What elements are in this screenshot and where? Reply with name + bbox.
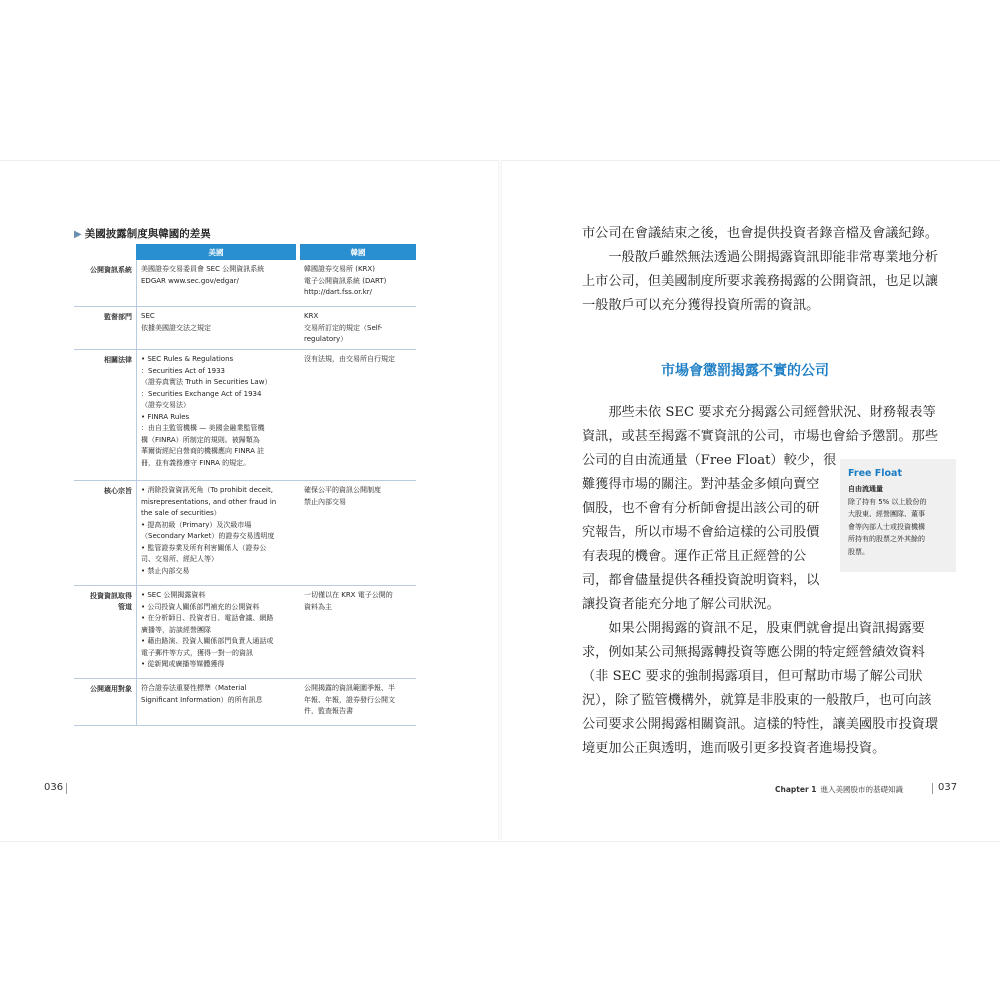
kr-cell: 一切僅以在 KRX 電子公開的 資料為主 <box>304 591 393 611</box>
table-row <box>74 586 416 679</box>
kr-cell: 韓國證券交易所 (KRX) 電子公開資訊系統 (DART) http://dart.fss.or.kr/ <box>304 265 387 296</box>
us-cell: • SEC 公開揭露資料 • 公司投資人關係部門補充的公開資料 • 在分析師日、投資者日、電話會議、網路 廣播等，訪談經營團隊 • 藉由路演、投資人關係部門負責人通話或 電子郵件等方式，獲得一對一的資訊 • 從新聞或廣播等媒體獲得 <box>136 586 296 678</box>
book-spine <box>498 160 502 840</box>
sidebar-title: Free Float <box>848 468 902 479</box>
footer-divider <box>66 783 67 794</box>
table-row <box>74 260 416 307</box>
us-cell: • 消除投資資訊死角（To prohibit deceit, misrepresentations, and other fraud in the sale of securities） • 提高初級（Primary）及次級市場 （Secondary Market）的證券交易透明度 • 監管證券業及所有利害關係人（證券公 司、交易所、經紀人等） • 禁止內部交易 <box>136 481 296 585</box>
footer-divider <box>932 783 933 794</box>
row-label: 公開適用對象 <box>90 685 132 693</box>
chapter-footer <box>775 784 903 795</box>
chapter-title: 進入美國股市的基礎知識 <box>820 785 903 794</box>
page-number-right: 037 <box>938 782 958 793</box>
row-label: 投資資訊取得 管道 <box>90 592 132 611</box>
kr-cell: 確保公平的資訊公開制度 禁止內部交易 <box>304 486 381 506</box>
paragraph-main: 那些未依 SEC 要求充分揭露公司經營狀況、財務報表等 資訊，或甚至揭露不實資訊的公司，市場也會給予懲罰。那些 公司的自由流通量（Free Float）較少，很 難獲得市場的關注。對沖基金多傾向賣空 個股，也不會有分析師會提出該公司的研 究報告，所以市場不會給這樣的公司股價 有表現的機會。運作正常且正經營的公 司，都會儘量提供各種投資說明資料，以 讓投資者能充分地了解公司狀況。 如果公開揭露的資訊不足，股東們就會提出資訊揭露要 求，例如某公司無揭露轉投資等應公開的特定經營績效資料 （非 SEC 要求的強制揭露項目，但可幫助市場了解公司狀 況），除了監管機構外，就算是非股東的一般散戶，也可向該 公司要求公開揭露相關資訊。這樣的特性，讓美國股市投資環 境更加公正與透明，進而吸引更多投資者進場投資。 <box>582 405 939 756</box>
us-cell: SEC 依據美國證交法之規定 <box>136 307 296 349</box>
paragraph-intro: 市公司在會議結束之後，也會提供投資者錄音檔及會議紀錄。 一般散戶雖然無法透過公開揭露資訊即能非常專業地分析 上市公司，但美國制度所要求義務揭露的公開資訊，也足以讓 一般散戶可以充分獲得投資所需的資訊。 <box>582 226 939 313</box>
section-heading: 市場會懲罰揭露不實的公司 <box>661 363 829 379</box>
free-float-sidebar: Free Float 自由流通量 除了持有 5% 以上股份的 大股東、經營團隊、董事 會等內部人士或投資機構 所持有的股票之外其餘的 股票。 <box>840 459 956 572</box>
table-header <box>74 244 416 260</box>
kr-cell: KRX 交易所訂定的規定（Self- regulatory） <box>304 312 383 343</box>
kr-cell: 公開揭露的資訊範圍季報、半 年報、年報，證券發行公開文 件，監查報告書 <box>304 684 395 715</box>
table-row <box>74 679 416 726</box>
us-cell: • SEC Rules & Regulations ：Securities Act of 1933 （證券真實法 Truth in Securities Law） ：Securities Exchange Act of 1934 （證券交易法） • FINRA Rules ：由自主監管機構 — 美國金融業監管機 構（FINRA）所制定的規則。被歸類為 華爾街經紀自營商的機構應向 FINRA 註 冊，並有義務遵守 FINRA 的規定。 <box>136 350 296 480</box>
page-number-left: 036 <box>44 782 64 793</box>
comparison-table <box>74 244 416 726</box>
header-us: 美國 <box>136 244 296 260</box>
table-row <box>74 481 416 586</box>
kr-cell: 沒有法規，由交易所自行規定 <box>304 355 395 363</box>
table-row <box>74 350 416 481</box>
row-label: 核心宗旨 <box>104 487 132 495</box>
row-label: 公開資訊系統 <box>90 266 132 274</box>
sidebar-subtitle: 自由流通量 <box>848 485 883 493</box>
chapter-label: Chapter 1 <box>775 785 817 794</box>
row-label: 監督部門 <box>104 313 132 321</box>
table-title: ▶ 美國披露制度與韓國的差異 <box>74 228 211 240</box>
triangle-marker-icon: ▶ <box>74 229 82 240</box>
us-cell: 美國證券交易委員會 SEC 公開資訊系統 EDGAR www.sec.gov/edgar/ <box>136 260 296 306</box>
table-row <box>74 307 416 350</box>
row-label: 相關法律 <box>104 356 132 364</box>
us-cell: 符合證券法重要性標準（Material Significant Information）的所有訊息 <box>136 679 296 725</box>
header-kr: 韓國 <box>300 244 416 260</box>
